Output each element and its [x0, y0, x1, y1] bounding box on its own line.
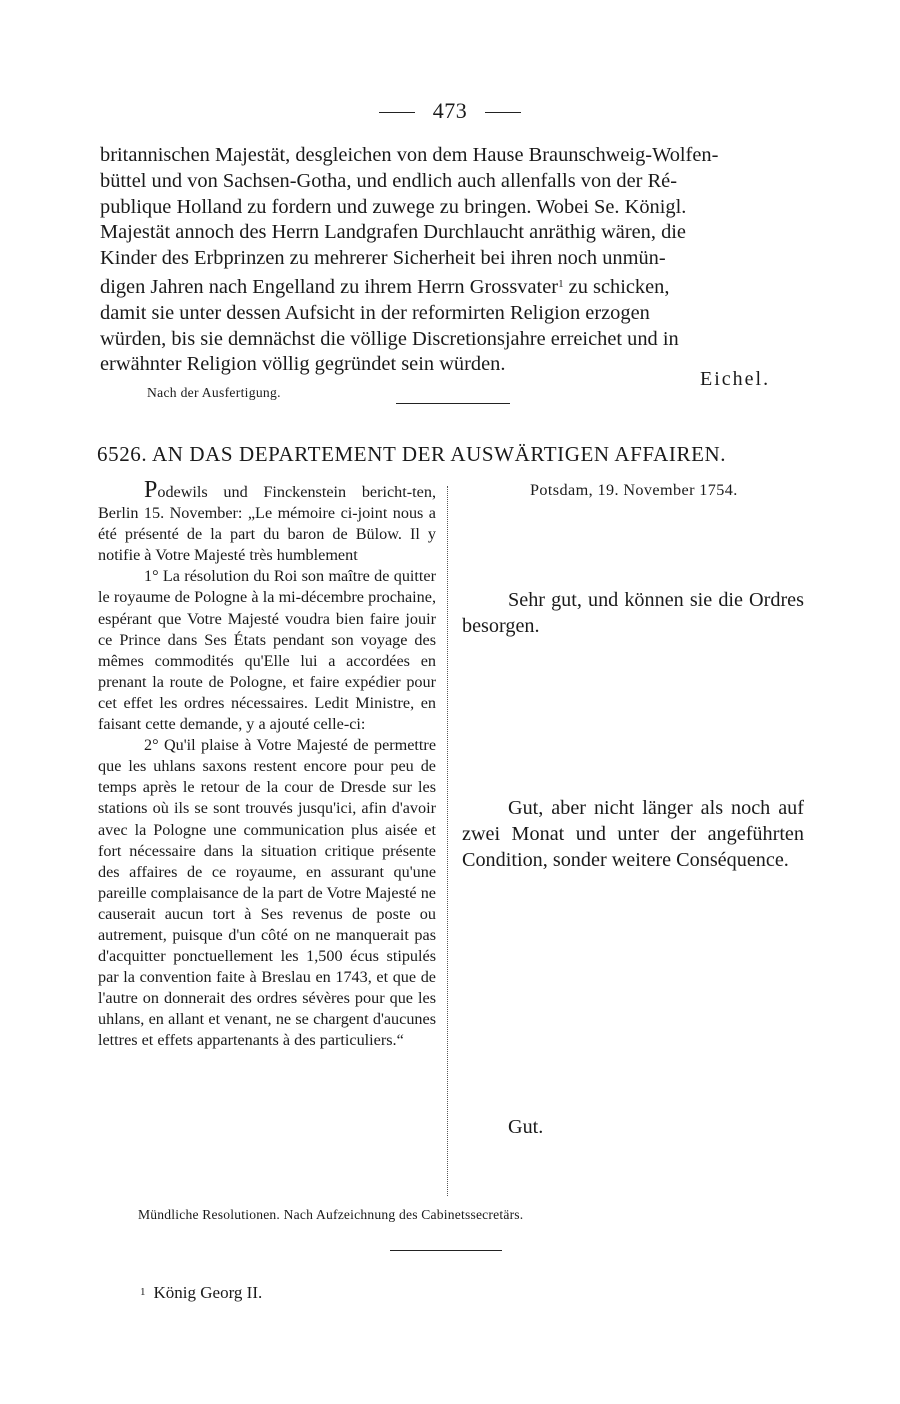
- footnote: [140, 1283, 262, 1303]
- page-header: [0, 98, 900, 128]
- signature: Eichel.: [700, 368, 771, 390]
- date-line: Potsdam, 19. November 1754.: [530, 481, 738, 499]
- resolution-3: Gut.: [508, 1116, 544, 1138]
- intro-line: erwähnter Religion völlig gegründet sein würden.: [100, 353, 506, 376]
- intro-line: Majestät annoch des Herrn Landgrafen Durchlaucht anräthig wären, die: [100, 221, 686, 244]
- intro-line: publique Holland zu fordern und zuwege zu bringen. Wobei Se. Königl.: [100, 195, 687, 218]
- intro-line-tail: zu schicken,: [568, 275, 670, 298]
- report-point-2: 2° Qu'il plaise à Votre Majesté de permettre que les uhlans saxons restent encore pour peu de temps après le retour de la cour de Dresde sur les stations où ils se sont trouvés jusqu'ici, afin d'avoir avec la Pologne une communication plus aisée et fort nécessaire dans la situation critique présente des affaires de ce royaume, en assurant qu'une pareille complaisance de la part de Votre Majesté ne causerait aucun tort à Ses revenus de poste ou autrement, puisque d'un côté on ne manquerait pas d'acquitter ponctuellement les 1,500 écus stipulés par la convention faite à Breslau en 1743, et que de l'autre on donnerait des ordres sévères pour que les uhlans, en allant et venant, ne se chargent d'aucunes lettres et effets appartenants à des particuliers.“: [98, 736, 436, 1050]
- document-heading: 6526. AN DAS DEPARTEMENT DER AUSWÄRTIGEN AFFAIREN.: [97, 442, 727, 466]
- resolution-text: Gut, aber nicht länger als noch auf zwei Monat und unter der angeführten Condition, sonder weitere Conséquence.: [462, 797, 804, 871]
- initial-letter: P: [144, 477, 158, 503]
- resolution-source-note: Mündliche Resolutionen. Nach Aufzeichnung des Cabinetssecretärs.: [138, 1207, 524, 1222]
- header-dash-right: [485, 112, 521, 113]
- report-point-1: 1° La résolution du Roi son maître de quitter le royaume de Pologne à la mi-décembre prochaine, espérant que Votre Majesté voudra bien faire jouir ce Prince dans Ses États pendant son voyage des mêmes commodités qu'Elle lui a accordées en prenant la route de Pologne, et faire expédier pour cet effet les ordres nécessaires. Ledit Ministre, en faisant cette demande, y a ajouté celle-ci:: [98, 567, 436, 734]
- column-divider: [447, 486, 448, 1196]
- header-dash-left: [379, 112, 415, 113]
- footnote-reference: 1: [558, 277, 564, 290]
- footnote-divider: [390, 1250, 502, 1251]
- section-divider: [396, 403, 510, 404]
- intro-paragraph: [100, 143, 805, 378]
- report-lead-text: odewils und Finckenstein bericht-ten, Berlin 15. November: „Le mémoire ci-joint nous a été présenté de la part du baron de Bülow. Il y notifie à Votre Majesté très humblement: [98, 483, 436, 565]
- intro-line: Kinder des Erbprinzen zu mehrerer Sicherheit bei ihren noch unmün-: [100, 247, 666, 270]
- resolution-2: [462, 796, 804, 873]
- intro-line: britannischen Majestät, desgleichen von dem Hause Braunschweig-Wolfen-: [100, 144, 719, 166]
- intro-line: würden, bis sie demnächst die völlige Discretionsjahre erreichet und in: [100, 327, 679, 350]
- footnote-mark: 1: [140, 1286, 146, 1298]
- resolution-text: Sehr gut, und können sie die Ordres besorgen.: [462, 589, 804, 637]
- intro-line: damit sie unter dessen Aufsicht in der reformirten Religion erzogen: [100, 301, 650, 324]
- footnote-text: König Georg II.: [153, 1283, 263, 1302]
- source-note: Nach der Ausfertigung.: [147, 385, 281, 400]
- intro-line: [100, 272, 805, 301]
- page-number: 473: [432, 98, 468, 123]
- report-column: [98, 477, 436, 1052]
- report-lead: [98, 477, 436, 566]
- resolution-1: [462, 588, 804, 640]
- intro-line-text: digen Jahren nach Engelland zu ihrem Herrn Grossvater: [100, 275, 559, 298]
- intro-line: büttel und von Sachsen-Gotha, und endlich auch allenfalls von der Ré-: [100, 169, 678, 192]
